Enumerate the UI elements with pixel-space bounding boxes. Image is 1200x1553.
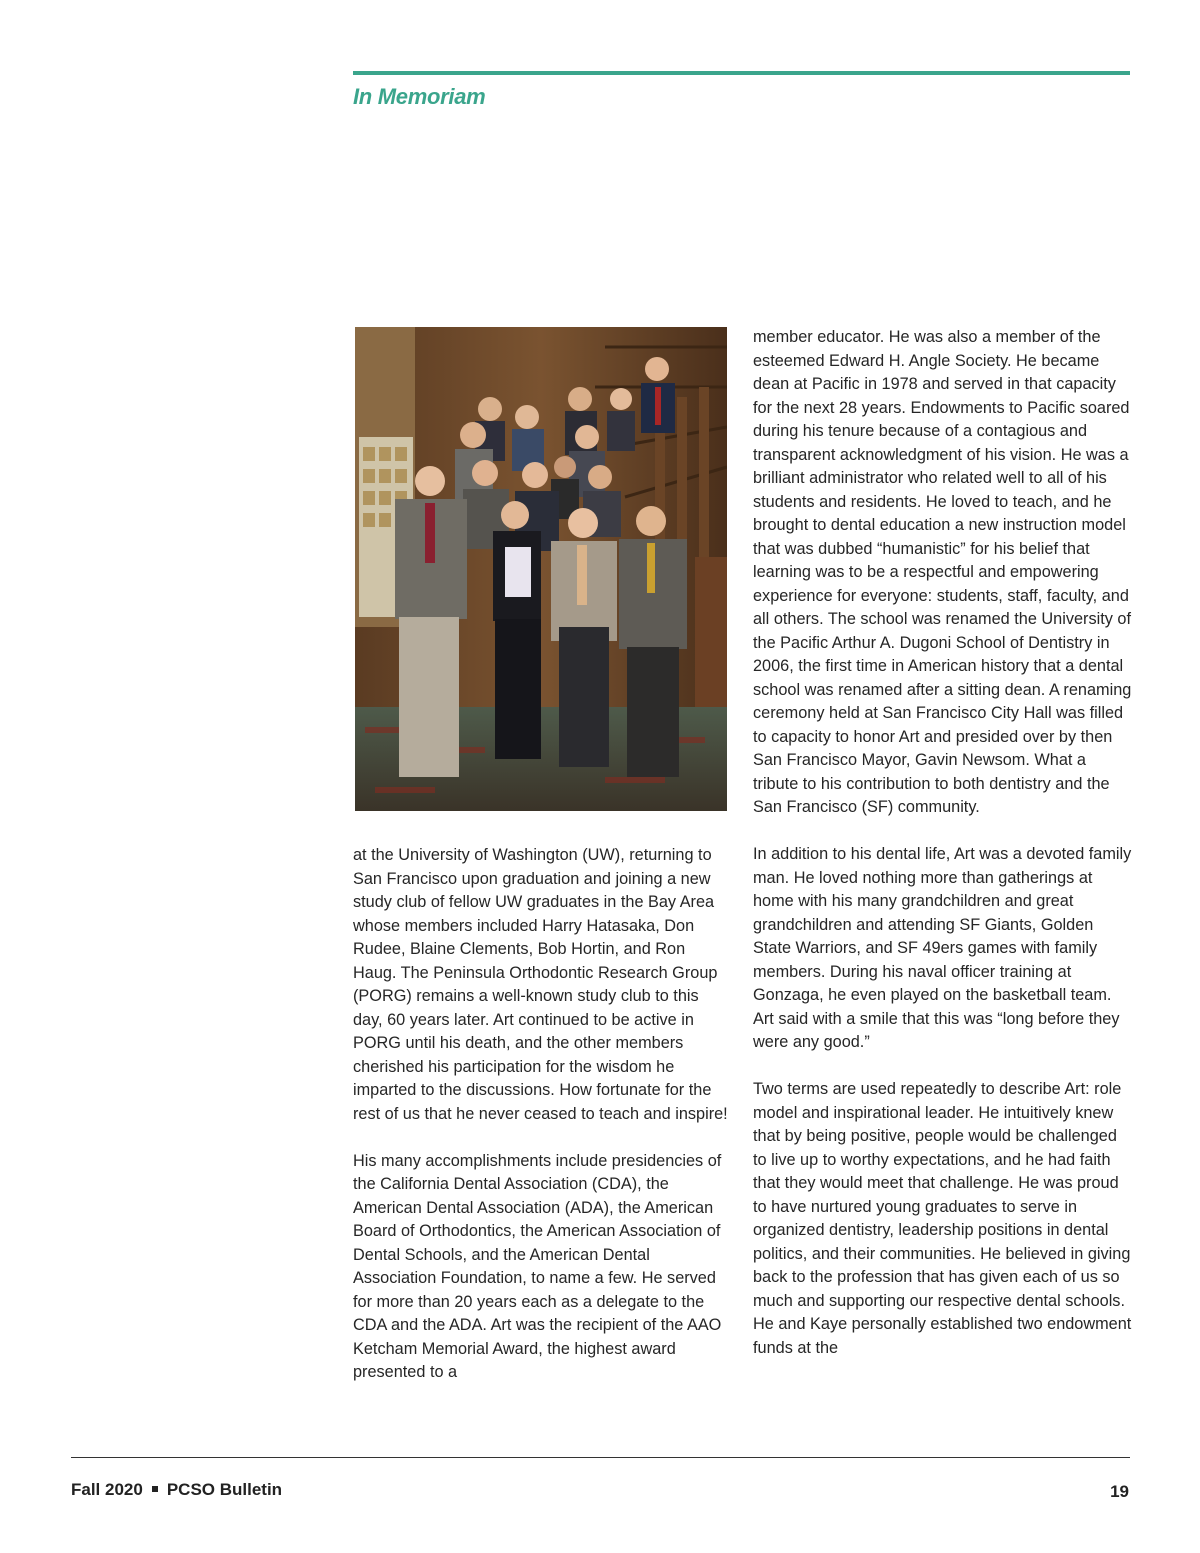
group-photo: [355, 327, 727, 811]
footer-separator-icon: [152, 1486, 158, 1492]
footer-rule: [71, 1457, 1130, 1458]
left-column: [353, 844, 731, 1385]
right-paragraph-2: In addition to his dental life, Art was a devoted family man. He loved nothing more than gatherings at home with his many grandchildren and great grandchildren and attending SF Giants, Golden State Warriors, and SF 49ers games with family members. During his naval officer training at Gonzaga, he even played on the basketball team. Art said with a smile that this was “long before they were any good.”: [753, 845, 1132, 1051]
header-rule: [353, 71, 1130, 75]
footer-publication-name: PCSO Bulletin: [166, 1480, 283, 1499]
right-paragraph-1: member educator. He was also a member of the esteemed Edward H. Angle Society. He became dean at Pacific in 1978 and served in that capacity for the next 28 years. Endowments to Pacific soared during his tenure because of a contagious and transparent acknowledgment of his vision. He was a brilliant administrator who related well to all of his students and residents. He loved to teach, and he brought to dental education a new instruction model that was dubbed “humanistic” for his belief that learning was to be a respectful and empowering experience for everyone: students, staff, faculty, and all others. The school was renamed the University of the Pacific Arthur A. Dugoni School of Dentistry in 2006, the first time in American history that a dental school was renamed after a sitting dean. A renaming ceremony held at San Francisco City Hall was filled to capacity to honor Art and presided over by then San Francisco Mayor, Gavin Newsom. What a tribute to his contribution to both dentistry and the San Francisco (SF) community.: [753, 328, 1132, 816]
footer-publication: [71, 1480, 282, 1500]
footer-issue: Fall 2020: [71, 1480, 143, 1499]
section-title: In Memoriam: [353, 84, 486, 109]
page-number: 19: [1110, 1482, 1129, 1501]
right-column: [753, 326, 1133, 1360]
left-paragraph-2: His many accomplishments include presidencies of the California Dental Association (CDA), the American Dental Association (ADA), the American Board of Orthodontics, the American Association of Dental Schools, and the American Dental Association Foundation, to name a few. He served for more than 20 years each as a delegate to the CDA and the ADA. Art was the recipient of the AAO Ketcham Memorial Award, the highest award presented to a: [353, 1151, 722, 1381]
left-paragraph-1: at the University of Washington (UW), returning to San Francisco upon graduation and joining a new study club of fellow UW graduates in the Bay Area whose members included Harry Hatasaka, Don Rudee, Blaine Clements, Bob Hortin, and Ron Haug. The Peninsula Orthodontic Research Group (PORG) remains a well-known study club to this day, 60 years later. Art continued to be active in PORG until his death, and the other members cherished his participation for the wisdom he imparted to the discussions. How fortunate for the rest of us that he never ceased to teach and inspire!: [353, 846, 728, 1123]
right-paragraph-3: Two terms are used repeatedly to describe Art: role model and inspirational leader. He intuitively knew that by being positive, people would be challenged to live up to worthy expectations, and he had faith that they would meet that challenge. He was proud to have nurtured young graduates to serve in organized dentistry, leadership positions in dental politics, and their communities. He believed in giving back to the profession that has given each of us so much and supporting our respective dental schools. He and Kaye personally established two endowment funds at the: [753, 1080, 1132, 1357]
